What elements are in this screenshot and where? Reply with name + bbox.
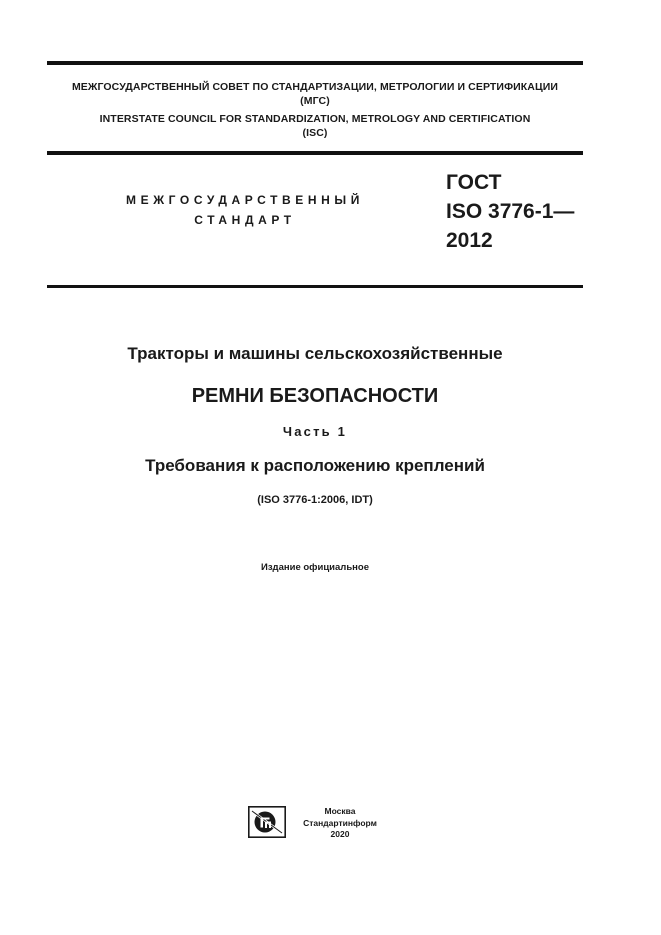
title-reference: (ISO 3776-1:2006, IDT): [257, 494, 373, 506]
title-subject: Тракторы и машины сельскохозяйственные: [127, 344, 503, 363]
title-main: РЕМНИ БЕЗОПАСНОСТИ: [191, 385, 439, 407]
council-en-name: INTERSTATE COUNCIL FOR STANDARDIZATION, METROLOGY AND CERTIFICATION: [99, 113, 531, 125]
standard-code-line3: 2012: [446, 229, 493, 252]
standard-code: [446, 168, 574, 255]
title-part: Часть 1: [282, 424, 348, 439]
top-rule: [47, 61, 583, 65]
standard-kind: [100, 190, 390, 230]
council-ru: [47, 80, 583, 108]
publisher-year: 2020: [330, 829, 350, 839]
publisher-city: Москва: [324, 806, 356, 816]
standard-code-line1: ГОСТ: [446, 171, 502, 194]
standard-kind-line1: МЕЖГОСУДАРСТВЕННЫЙ: [126, 193, 364, 207]
council-en: [47, 112, 583, 140]
standard-kind-line2: СТАНДАРТ: [194, 213, 296, 227]
edition-label: Издание официальное: [261, 562, 369, 573]
council-ru-name: МЕЖГОСУДАРСТВЕННЫЙ СОВЕТ ПО СТАНДАРТИЗАЦИИ, МЕТРОЛОГИИ И СЕРТИФИКАЦИИ: [71, 81, 559, 93]
standard-bottom-rule: [47, 285, 583, 288]
standartinform-logo-icon: [248, 806, 286, 838]
standard-code-line2: ISO 3776-1—: [446, 200, 575, 223]
publisher-imprint: [292, 806, 388, 841]
council-ru-abbr: (МГС): [300, 95, 330, 107]
council-en-abbr: (ISC): [302, 127, 328, 139]
publisher-name: Стандартинформ: [303, 817, 377, 828]
header-bottom-rule: [47, 151, 583, 155]
title-subtitle: Требования к расположению креплений: [145, 456, 485, 475]
